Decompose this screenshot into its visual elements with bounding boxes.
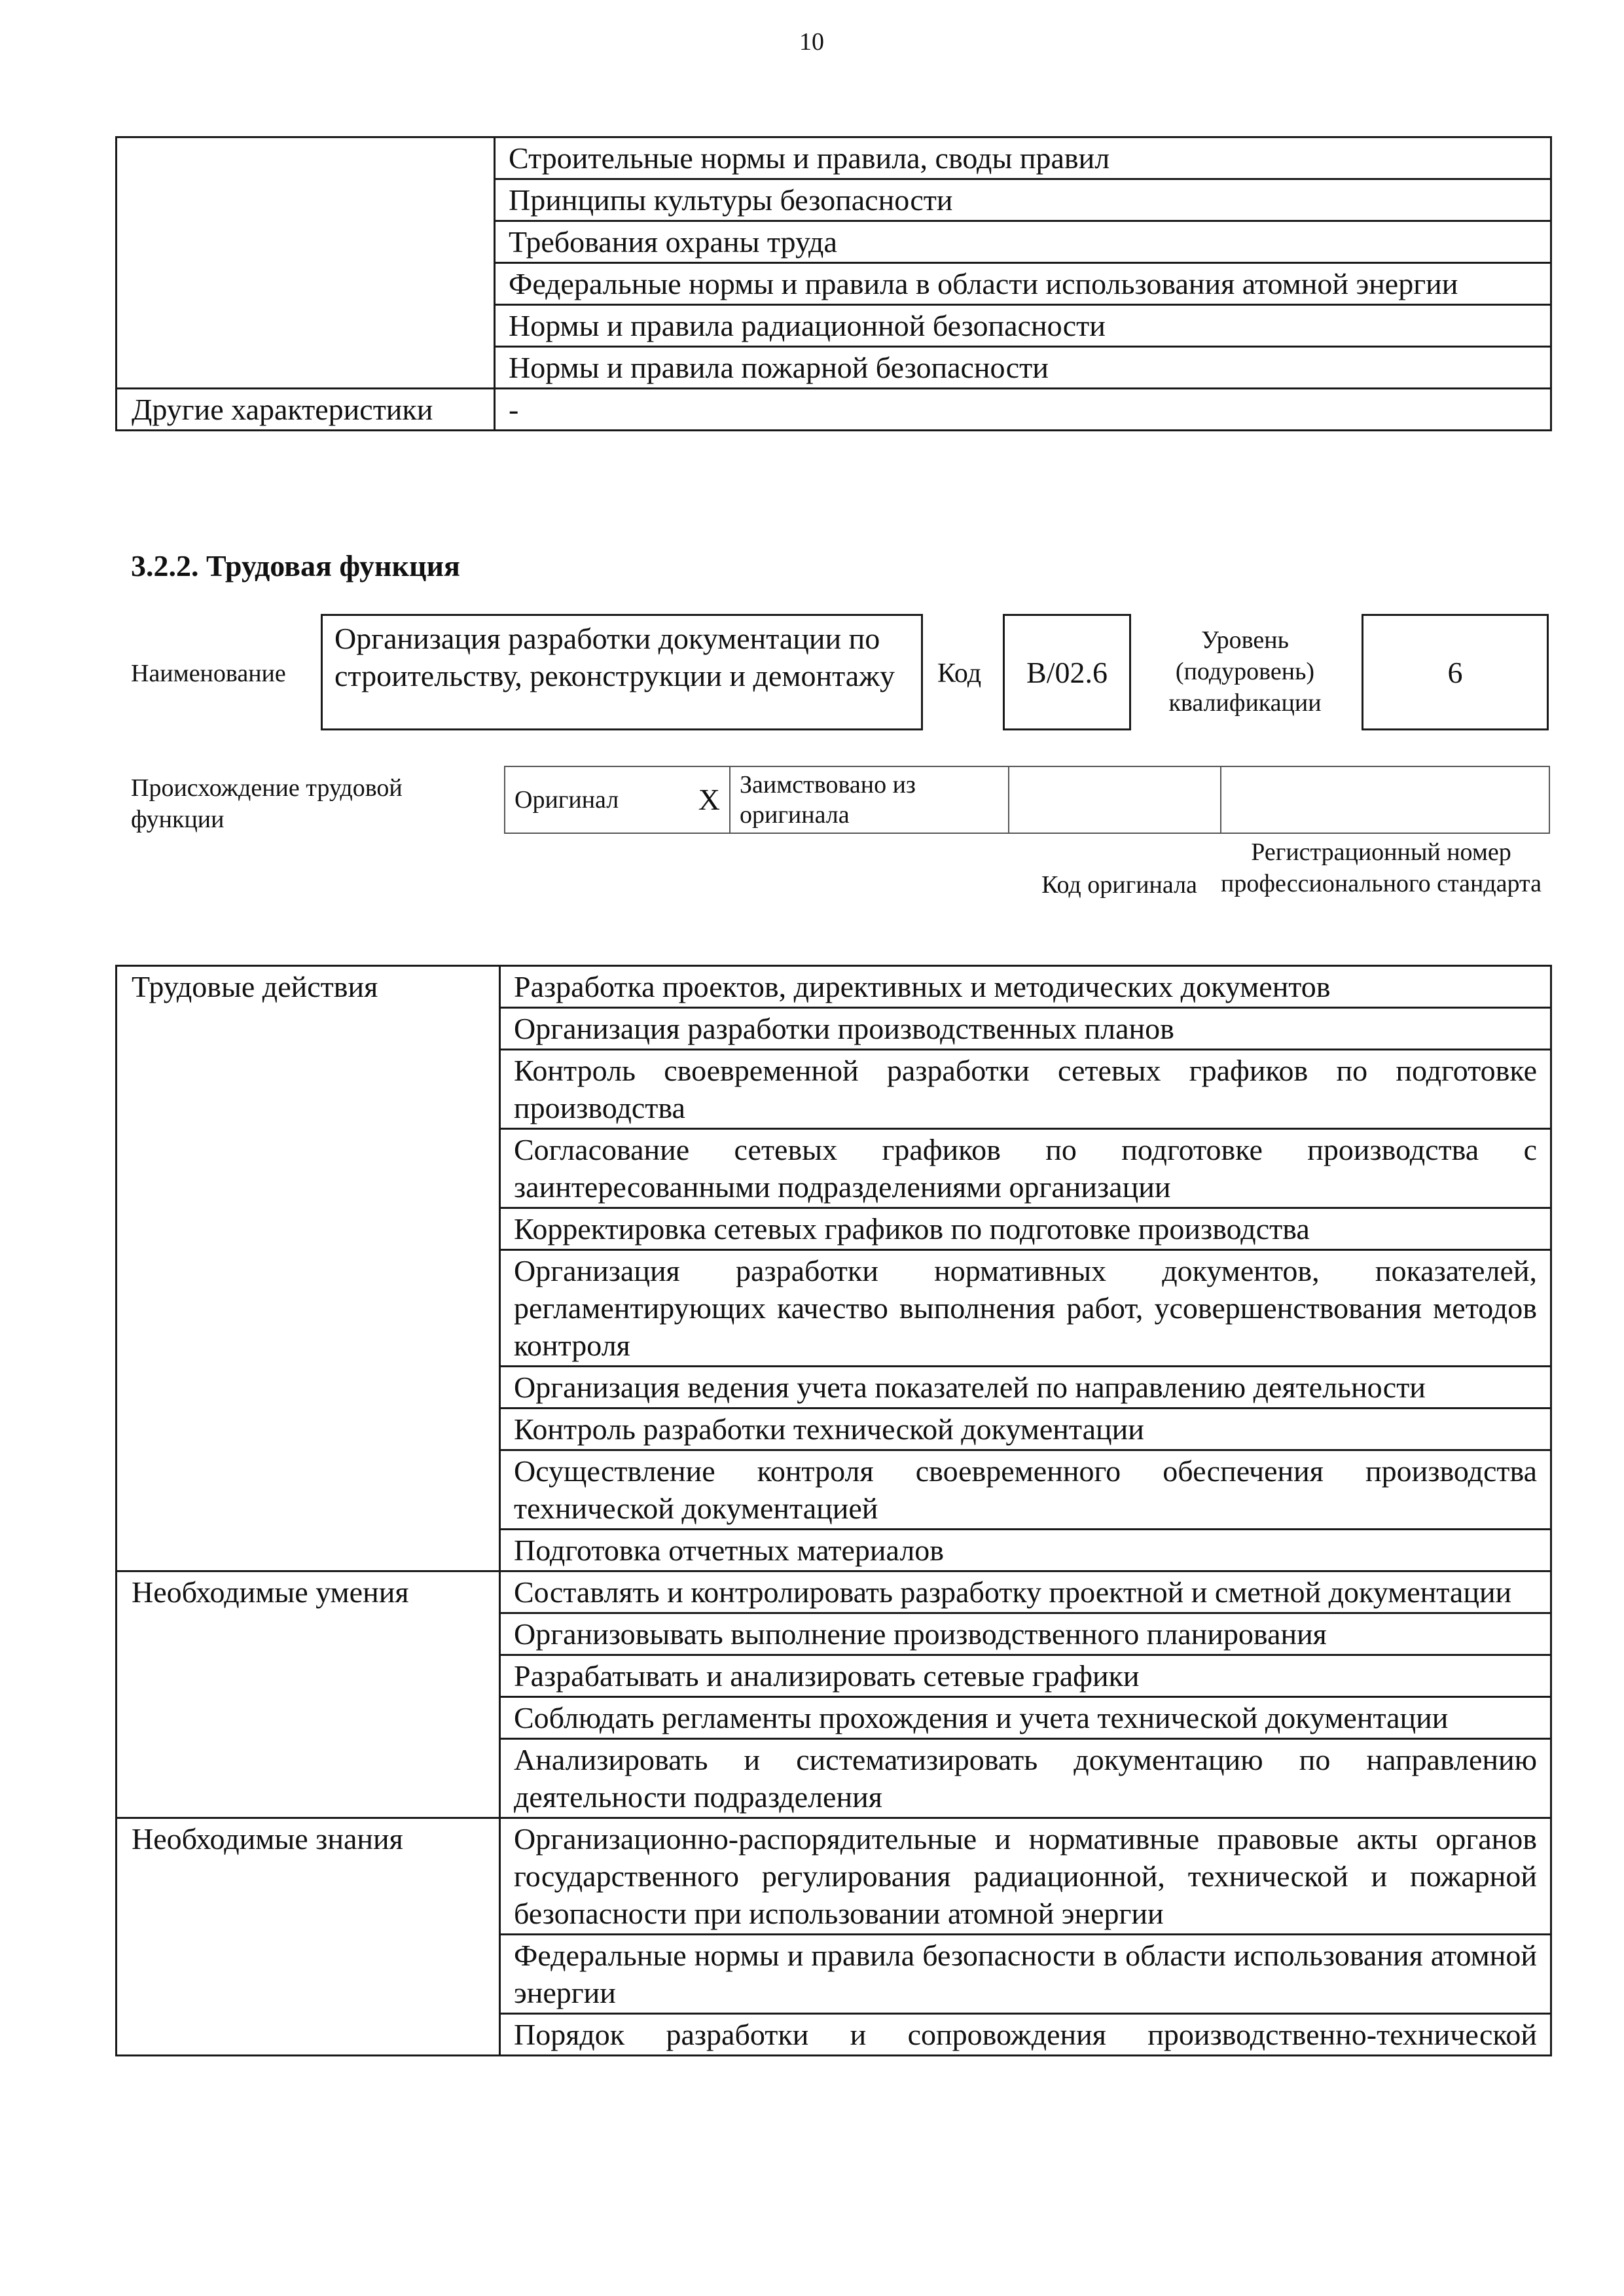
origin-original-label: Оригинал: [514, 786, 619, 814]
action-item: Согласование сетевых графиков по подготовке производства с заинтересованными подразделениями организации: [500, 1129, 1551, 1208]
function-name-box: Организация разработки документации по строительству, реконструкции и демонтажу: [321, 614, 923, 730]
page-number: 10: [799, 28, 824, 56]
action-item: Организация разработки производственных планов: [500, 1008, 1551, 1050]
requirement-item: Нормы и правила пожарной безопасности: [495, 347, 1551, 389]
origin-mark: X: [698, 783, 720, 816]
skill-item: Составлять и контролировать разработку проектной и сметной документации: [500, 1571, 1551, 1613]
empty-label-cell: [117, 137, 495, 389]
knowledge-item: Федеральные нормы и правила безопасности в области использования атомной энергии: [500, 1935, 1551, 2014]
level-box: 6: [1362, 614, 1549, 730]
other-characteristics-value: -: [495, 389, 1551, 431]
requirement-item: Строительные нормы и правила, своды правил: [495, 137, 1551, 179]
other-characteristics-label: Другие характеристики: [117, 389, 495, 431]
requirements-table: [115, 136, 1552, 431]
action-item: Разработка проектов, директивных и методических документов: [500, 966, 1551, 1008]
skill-item: Разрабатывать и анализировать сетевые графики: [500, 1655, 1551, 1697]
requirement-item: Федеральные нормы и правила в области использования атомной энергии: [495, 263, 1551, 305]
name-label: Наименование: [131, 660, 286, 687]
action-item: Организация разработки нормативных документов, показателей, регламентирующих качество выполнения работ, усовершенствования методов контроля: [500, 1250, 1551, 1367]
knowledge-item: Организационно-распорядительные и нормативные правовые акты органов государственного регулирования радиационной, технической и пожарной безопасности при использовании атомной энергии: [500, 1818, 1551, 1935]
code-box: B/02.6: [1003, 614, 1131, 730]
origin-table: [504, 766, 1550, 834]
labor-function-table: [115, 965, 1552, 2056]
origin-code-label: Код оригинала: [1041, 871, 1197, 899]
knowledge-item: Порядок разработки и сопровождения производственно-технической: [500, 2014, 1551, 2056]
skill-item: Организовывать выполнение производственного планирования: [500, 1613, 1551, 1655]
action-item: Контроль своевременной разработки сетевых графиков по подготовке производства: [500, 1050, 1551, 1129]
action-item: Осуществление контроля своевременного обеспечения производства технической документацией: [500, 1450, 1551, 1530]
skill-item: Анализировать и систематизировать документацию по направлению деятельности подразделения: [500, 1739, 1551, 1818]
skill-item: Соблюдать регламенты прохождения и учета технической документации: [500, 1697, 1551, 1739]
action-item: Корректировка сетевых графиков по подготовке производства: [500, 1208, 1551, 1250]
action-item: Контроль разработки технической документации: [500, 1408, 1551, 1450]
origin-label: Происхождение трудовой функции: [131, 774, 403, 833]
origin-code-cell: [1009, 766, 1221, 833]
origin-borrowed-cell: Заимствовано из оригинала: [730, 766, 1009, 833]
skills-label: Необходимые умения: [117, 1571, 500, 1818]
requirement-item: Принципы культуры безопасности: [495, 179, 1551, 221]
actions-label: Трудовые действия: [117, 966, 500, 1571]
requirement-item: Нормы и правила радиационной безопасности: [495, 305, 1551, 347]
level-label: Уровень (подуровень) квалификации: [1168, 626, 1322, 717]
action-item: Организация ведения учета показателей по направлению деятельности: [500, 1367, 1551, 1408]
origin-original-cell: [505, 766, 730, 833]
knowledge-label: Необходимые знания: [117, 1818, 500, 2056]
section-heading: 3.2.2. Трудовая функция: [131, 549, 460, 583]
origin-reg-cell: [1221, 766, 1549, 833]
code-label: Код: [937, 658, 982, 689]
origin-reg-label: Регистрационный номер профессионального стандарта: [1221, 838, 1542, 897]
requirement-item: Требования охраны труда: [495, 221, 1551, 263]
action-item: Подготовка отчетных материалов: [500, 1530, 1551, 1571]
